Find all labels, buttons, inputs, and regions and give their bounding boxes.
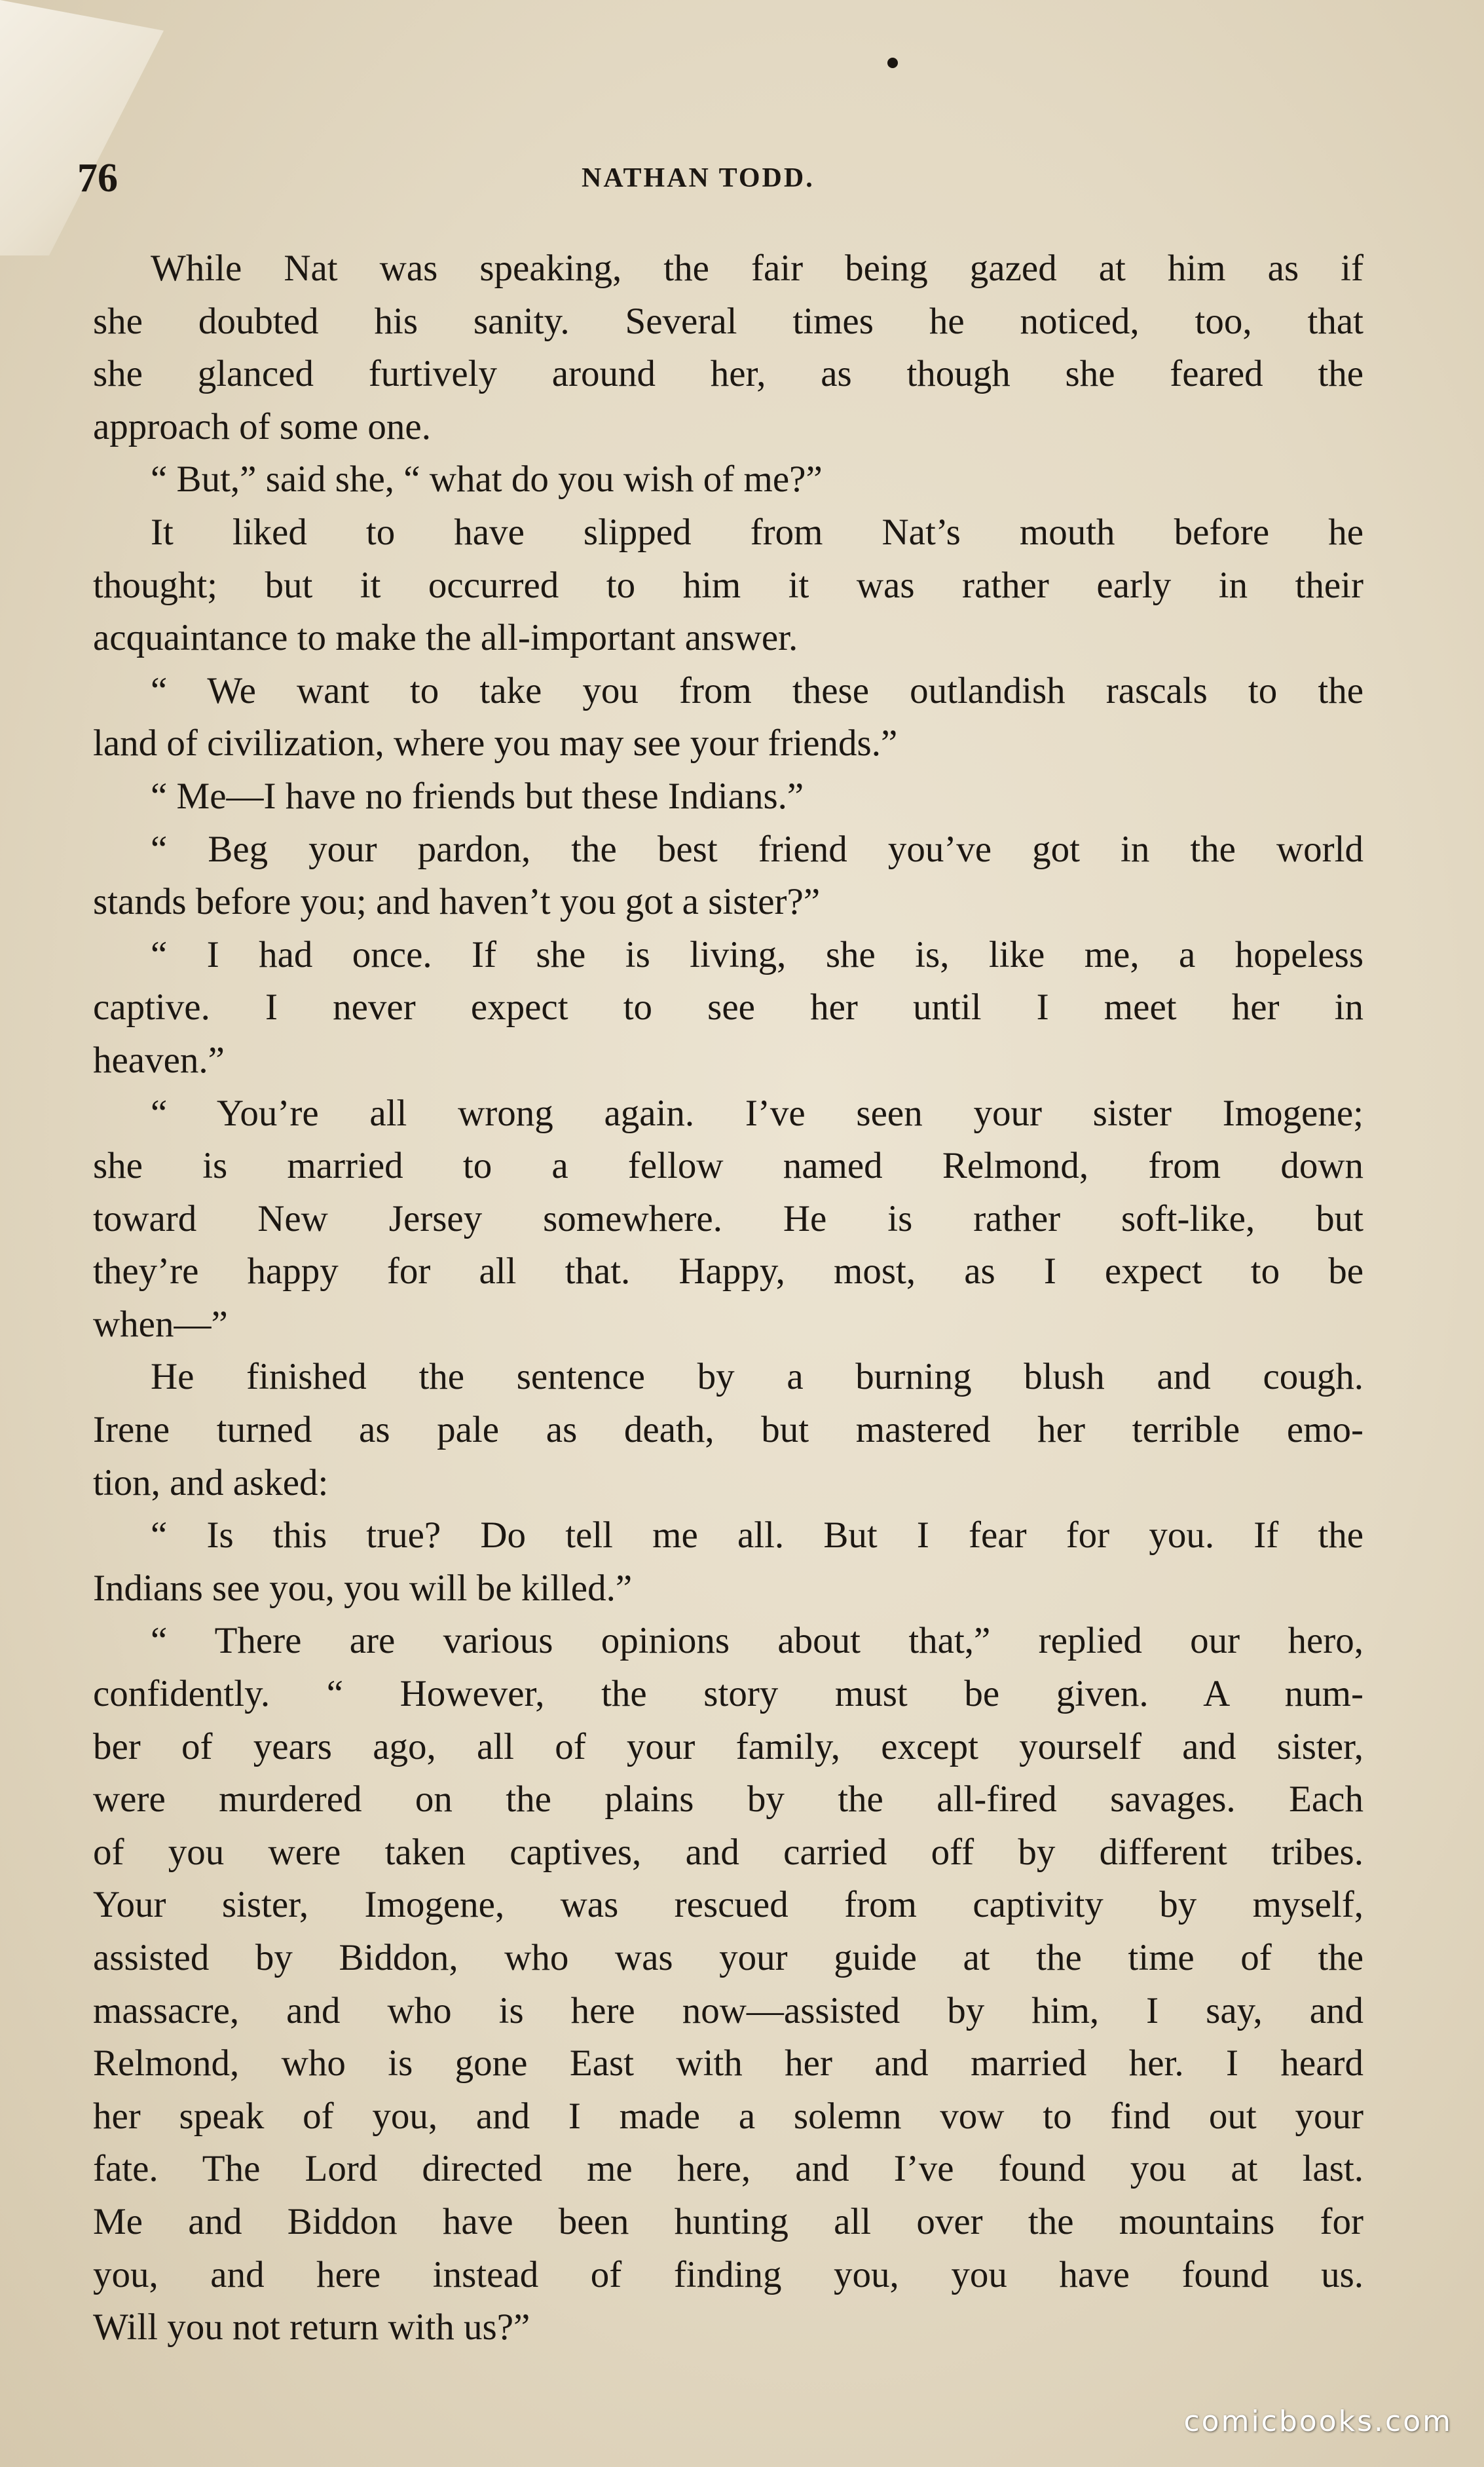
text-line: It liked to have slipped from Nat’s mouth before he: [151, 511, 1363, 553]
text-line: massacre, and who is here now—assisted by him, I say, and: [93, 1989, 1363, 2031]
text-line: Relmond, who is gone East with her and married her. I heard: [93, 2043, 1363, 2084]
text-line: she glanced furtively around her, as though she feared the: [93, 353, 1363, 395]
body-text: [93, 242, 1363, 2354]
ink-speck: [887, 58, 898, 68]
text-line: land of civilization, where you may see your friends.”: [93, 723, 898, 764]
text-line: she doubted his sanity. Several times he noticed, too, that: [93, 300, 1363, 342]
text-line: they’re happy for all that. Happy, most, as I expect to be: [93, 1251, 1363, 1292]
text-line: tion, and asked:: [93, 1461, 329, 1503]
text-line: While Nat was speaking, the fair being gazed at him as if: [151, 248, 1363, 289]
text-line: when—”: [93, 1303, 228, 1345]
text-line: Indians see you, you will be killed.”: [93, 1567, 633, 1609]
text-line: “ I had once. If she is living, she is, like me, a hopeless: [151, 933, 1363, 975]
text-line: her speak of you, and I made a solemn vow to find out your: [93, 2095, 1363, 2137]
text-line: toward New Jersey somewhere. He is rather soft-like, but: [93, 1197, 1363, 1239]
text-line: Irene turned as pale as death, but mastered her terrible emo-: [93, 1409, 1363, 1451]
text-line: she is married to a fellow named Relmond, from down: [93, 1145, 1363, 1187]
running-head: NATHAN TODD.: [582, 163, 815, 193]
text-line: “ But,” said she, “ what do you wish of me?”: [151, 459, 823, 500]
text-line: “ Beg your pardon, the best friend you’ve got in the world: [151, 828, 1363, 870]
text-line: Will you not return with us?”: [93, 2307, 530, 2348]
page-number: 76: [77, 156, 118, 200]
text-line: you, and here instead of finding you, you have found us.: [93, 2253, 1363, 2295]
text-line: “ Me—I have no friends but these Indians.”: [151, 775, 804, 817]
text-line: were murdered on the plains by the all-fired savages. Each: [93, 1779, 1363, 1820]
text-line: assisted by Biddon, who was your guide at the time of the: [93, 1937, 1363, 1978]
page-corner-fold: [0, 0, 164, 255]
text-line: heaven.”: [93, 1039, 225, 1081]
text-line: “ Is this true? Do tell me all. But I fear for you. If the: [151, 1515, 1363, 1556]
text-line: fate. The Lord directed me here, and I’ve found you at last.: [93, 2148, 1363, 2190]
text-line: thought; but it occurred to him it was rather early in their: [93, 564, 1363, 606]
text-line: Your sister, Imogene, was rescued from captivity by myself,: [93, 1884, 1363, 1926]
text-line: stands before you; and haven’t you got a sister?”: [93, 881, 821, 923]
text-line: Me and Biddon have been hunting all over the mountains for: [93, 2200, 1363, 2242]
text-line: “ There are various opinions about that,” replied our hero,: [151, 1620, 1363, 1662]
text-line: confidently. “ However, the story must be given. A num-: [93, 1673, 1363, 1715]
text-line: “ We want to take you from these outlandish rascals to the: [151, 669, 1363, 711]
text-line: ber of years ago, all of your family, except yourself and sister,: [93, 1725, 1363, 1767]
text-line: of you were taken captives, and carried off by different tribes.: [93, 1831, 1363, 1873]
text-line: “ You’re all wrong again. I’ve seen your sister Imogene;: [151, 1092, 1363, 1134]
watermark: comicbooks.com: [1183, 2405, 1453, 2438]
page-header: [77, 152, 1361, 204]
text-line: approach of some one.: [93, 405, 431, 447]
text-line: captive. I never expect to see her until I meet her in: [93, 987, 1363, 1028]
text-line: He finished the sentence by a burning blush and cough.: [151, 1356, 1363, 1398]
text-line: acquaintance to make the all-important answer.: [93, 617, 798, 659]
